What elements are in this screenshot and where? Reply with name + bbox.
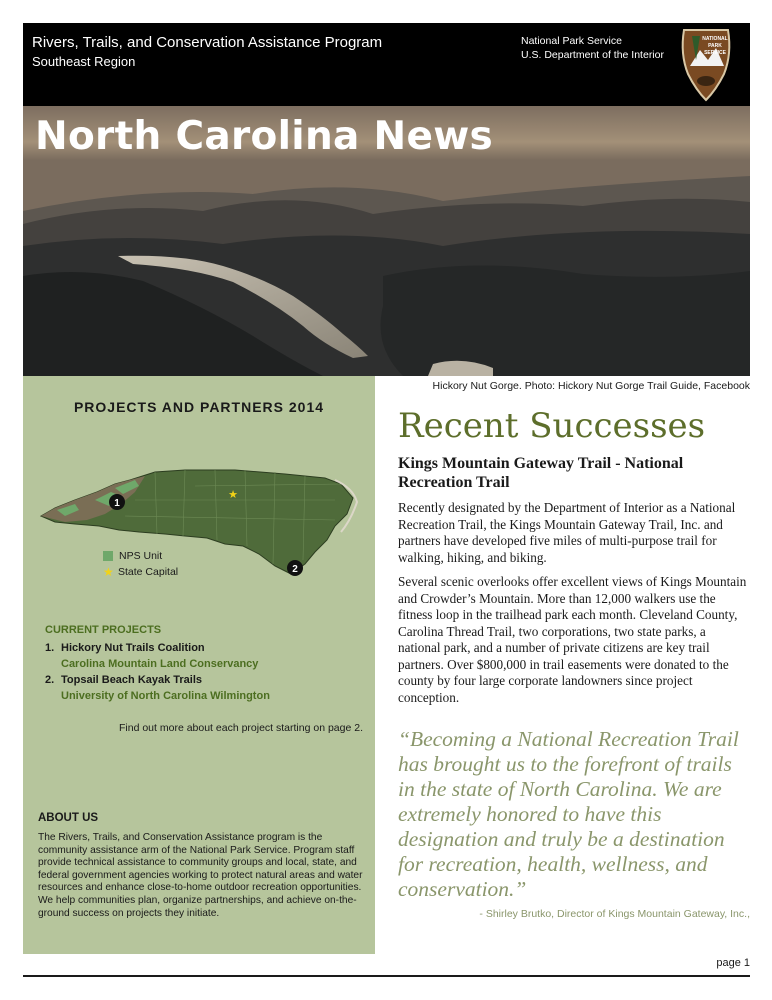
nps-arrowhead-logo (678, 26, 734, 102)
list-item (45, 672, 270, 688)
quote-attribution: - Shirley Brutko, Director of Kings Mountain Gateway, Inc., (479, 908, 750, 920)
capital-star: ★ (228, 489, 238, 501)
legend-label: State Capital (118, 566, 179, 578)
pull-quote: “Becoming a National Recreation Trail has brought us to the forefront of trails in the state of North Carolina. We are extremely honored to have this designation and truly be a destination for recreation, health, wellness, and conservation.” (398, 727, 739, 901)
find-more-note: Find out more about each project starting on page 2. (119, 722, 363, 734)
project-partner: Carolina Mountain Land Conservancy (61, 658, 259, 670)
map-marker-2: 2 (292, 564, 298, 575)
about-heading: ABOUT US (38, 812, 99, 824)
photo-caption: Hickory Nut Gorge. Photo: Hickory Nut Gorge Trail Guide, Facebook (432, 380, 750, 392)
region-name: Southeast Region (32, 54, 136, 69)
projects-sidebar (23, 376, 375, 954)
legend-nps-unit (103, 548, 178, 564)
project-number: 2. (45, 674, 55, 686)
map-marker-1: 1 (114, 498, 120, 509)
hero-photo (23, 106, 750, 376)
legend-label: NPS Unit (119, 550, 163, 562)
projects-heading: PROJECTS AND PARTNERS 2014 (73, 399, 325, 415)
agency-name: National Park Service (521, 35, 622, 47)
project-partner: University of North Carolina Wilmington (61, 690, 270, 702)
department-name: U.S. Department of the Interior (521, 49, 664, 61)
list-item (45, 640, 270, 656)
article-title: Kings Mountain Gateway Trail - National Recreation Trail (398, 455, 684, 491)
project-name: Hickory Nut Trails Coalition (61, 642, 205, 654)
masthead-header (23, 23, 750, 106)
green-square-icon (103, 551, 113, 561)
yellow-star-icon: ★ (103, 565, 114, 579)
map-legend (103, 548, 178, 580)
logo-text-1: NATIONAL (702, 36, 728, 42)
page-number: page 1 (716, 957, 750, 969)
logo-text-3: SERVICE (704, 50, 726, 56)
newsletter-title: North Carolina News (35, 114, 494, 159)
legend-state-capital (103, 564, 178, 580)
logo-text-2: PARK (708, 43, 722, 49)
about-body: The Rivers, Trails, and Conservation Assistance program is the community assistance arm of the National Park Service. Program staff provide technical assistance to community groups and local, state, and federal government agencies working to protect natural areas and water resources and enhance close-to-home outdoor recreation opportunities. We help communities plan, organize partnerships, and achieve on-the-ground success on projects they initiate. (38, 832, 363, 919)
article-paragraph: Several scenic overlooks offer excellent views of Kings Mountain and Crowder’s Mountain. More than 12,000 walkers use the fitness loop in the trailhead park each month. Cleveland County, Carolina Thread Trail, two corporations, two state parks, a national park, and a number of private citizens are key trail partners. Over $800,000 in trail easements were donated to the county by four large corporate landowners since project conception. (398, 574, 747, 705)
article-paragraph: Recently designated by the Department of Interior as a National Recreation Trail, the Kings Mountain Gateway Trail, Inc. and partners have developed five miles of multi-purpose trail for walking, hiking, and biking. (398, 500, 736, 565)
north-carolina-map (35, 440, 365, 580)
current-projects-heading: CURRENT PROJECTS (45, 624, 162, 636)
project-number: 1. (45, 642, 55, 654)
footer-rule (23, 975, 750, 977)
project-name: Topsail Beach Kayak Trails (61, 674, 203, 686)
section-title: Recent Successes (398, 406, 706, 446)
program-name: Rivers, Trails, and Conservation Assistance Program (32, 34, 383, 51)
project-list (45, 640, 270, 704)
